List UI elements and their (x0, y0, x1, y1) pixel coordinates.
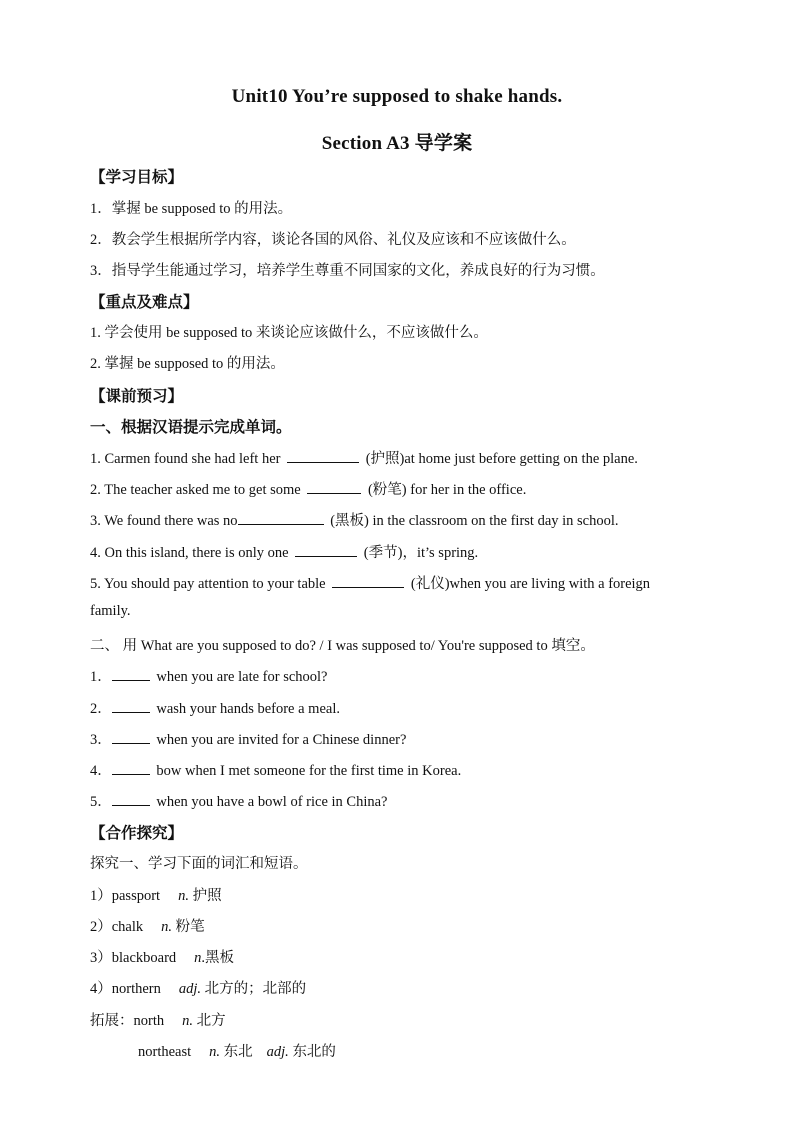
vocab-number: 4） (90, 981, 112, 997)
vocab-meaning: 粉笔 (175, 919, 205, 935)
goal-item: 3．指导学生能通过学习，培养学生尊重不同国家的文化，养成良好的行为习惯。 (90, 263, 605, 279)
item-text: bow when I met someone for the first time in Korea. (156, 763, 462, 779)
question-text: 3. We found there was no (90, 513, 238, 529)
answer-blank[interactable] (112, 666, 150, 681)
vocab-word: passport (111, 888, 161, 904)
question-hint: (粉笔) for her in the office. (367, 482, 527, 498)
goal-item: 2．教会学生根据所学内容，谈论各国的风俗、礼仪及应该和不应该做什么。 (90, 232, 576, 248)
vocab-word: blackboard (111, 950, 177, 966)
question-text: 4. On this island, there is only one (90, 545, 289, 561)
exercise-question (90, 541, 478, 562)
exercise-1-instructions: 一、根据汉语提示完成单词。 (90, 419, 292, 436)
fill-in-item (90, 759, 461, 780)
question-text: 5. You should pay attention to your table (90, 576, 326, 592)
answer-blank[interactable] (112, 760, 150, 775)
extension-pos: adj. (266, 1044, 289, 1060)
answer-blank[interactable] (295, 542, 357, 557)
extension-pos: n. (182, 1013, 193, 1029)
vocab-number: 3） (90, 950, 112, 966)
item-number: 5． (90, 794, 112, 810)
item-number: 1． (90, 669, 112, 685)
extension-meaning: 东北的 (292, 1044, 336, 1060)
vocab-number: 1） (90, 888, 112, 904)
vocab-meaning: .黑板 (201, 950, 235, 966)
answer-blank[interactable] (112, 791, 150, 806)
vocab-word: chalk (111, 919, 144, 935)
extension-label: 拓展： (90, 1013, 134, 1029)
key-point-item: 2. 掌握 be supposed to 的用法。 (90, 356, 285, 372)
answer-blank[interactable] (287, 448, 359, 463)
vocab-meaning: 护照 (192, 888, 222, 904)
vocab-meaning: 北方的；北部的 (204, 981, 307, 997)
question-text: 1. Carmen found she had left her (90, 451, 281, 467)
exercise-2-instructions: 二、 用 What are you supposed to do? / I was supposed to/ You're supposed to 填空。 (90, 638, 595, 654)
goal-item: 1．掌握 be supposed to 的用法。 (90, 201, 293, 217)
question-text: 2. The teacher asked me to get some (90, 482, 301, 498)
extension-word: north (133, 1013, 165, 1029)
answer-blank[interactable] (112, 698, 150, 713)
item-text: when you have a bowl of rice in China? (156, 794, 388, 810)
fill-in-item (90, 728, 406, 749)
extension-item (138, 1040, 336, 1061)
heading-key-points: 【重点及难点】 (90, 294, 199, 311)
vocab-pos: n (194, 950, 202, 966)
question-hint: (季节)，it’s spring. (363, 545, 479, 561)
extension-meaning: 东北 (223, 1044, 253, 1060)
answer-blank[interactable] (332, 573, 404, 588)
heading-preview: 【课前预习】 (90, 388, 184, 405)
exercise-question (90, 509, 619, 530)
key-point-item: 1. 学会使用 be supposed to 来谈论应该做什么，不应该做什么。 (90, 325, 488, 341)
item-number: 4． (90, 763, 112, 779)
vocab-item (90, 977, 306, 998)
extension-pos: n. (209, 1044, 221, 1060)
question-continuation: family. (90, 603, 131, 619)
answer-blank[interactable] (307, 479, 361, 494)
exercise-question (90, 572, 650, 593)
fill-in-item (90, 665, 328, 686)
item-number: 3． (90, 732, 112, 748)
extension-item (90, 1009, 226, 1030)
exercise-question (90, 447, 638, 468)
fill-in-item (90, 790, 388, 811)
vocab-item (90, 884, 222, 905)
extension-word: northeast (138, 1044, 192, 1060)
extension-meaning: 北方 (196, 1013, 226, 1029)
vocab-pos: adj. (178, 981, 202, 997)
vocab-item (90, 946, 234, 967)
document-title: Unit10 You’re supposed to shake hands. (231, 86, 563, 107)
item-text: when you are late for school? (156, 669, 328, 685)
inquiry-intro: 探究一、学习下面的词汇和短语。 (90, 856, 308, 872)
answer-blank[interactable] (238, 510, 324, 525)
vocab-number: 2） (90, 919, 112, 935)
item-number: 2． (90, 701, 112, 717)
heading-cooperative-inquiry: 【合作探究】 (90, 825, 184, 842)
question-hint: (黑板) in the classroom on the first day in school. (330, 513, 619, 529)
question-hint: (礼仪)when you are living with a foreign (410, 576, 651, 592)
vocab-word: northern (111, 981, 161, 997)
heading-learning-goals: 【学习目标】 (90, 169, 184, 186)
vocab-pos: n. (161, 919, 173, 935)
answer-blank[interactable] (112, 729, 150, 744)
item-text: wash your hands before a meal. (156, 701, 340, 717)
question-hint: (护照)at home just before getting on the plane. (365, 451, 638, 467)
section-title: Section A3 导学案 (321, 133, 473, 154)
vocab-item (90, 915, 205, 936)
item-text: when you are invited for a Chinese dinner? (156, 732, 407, 748)
vocab-pos: n. (178, 888, 189, 904)
fill-in-item (90, 697, 340, 718)
exercise-question (90, 478, 526, 499)
